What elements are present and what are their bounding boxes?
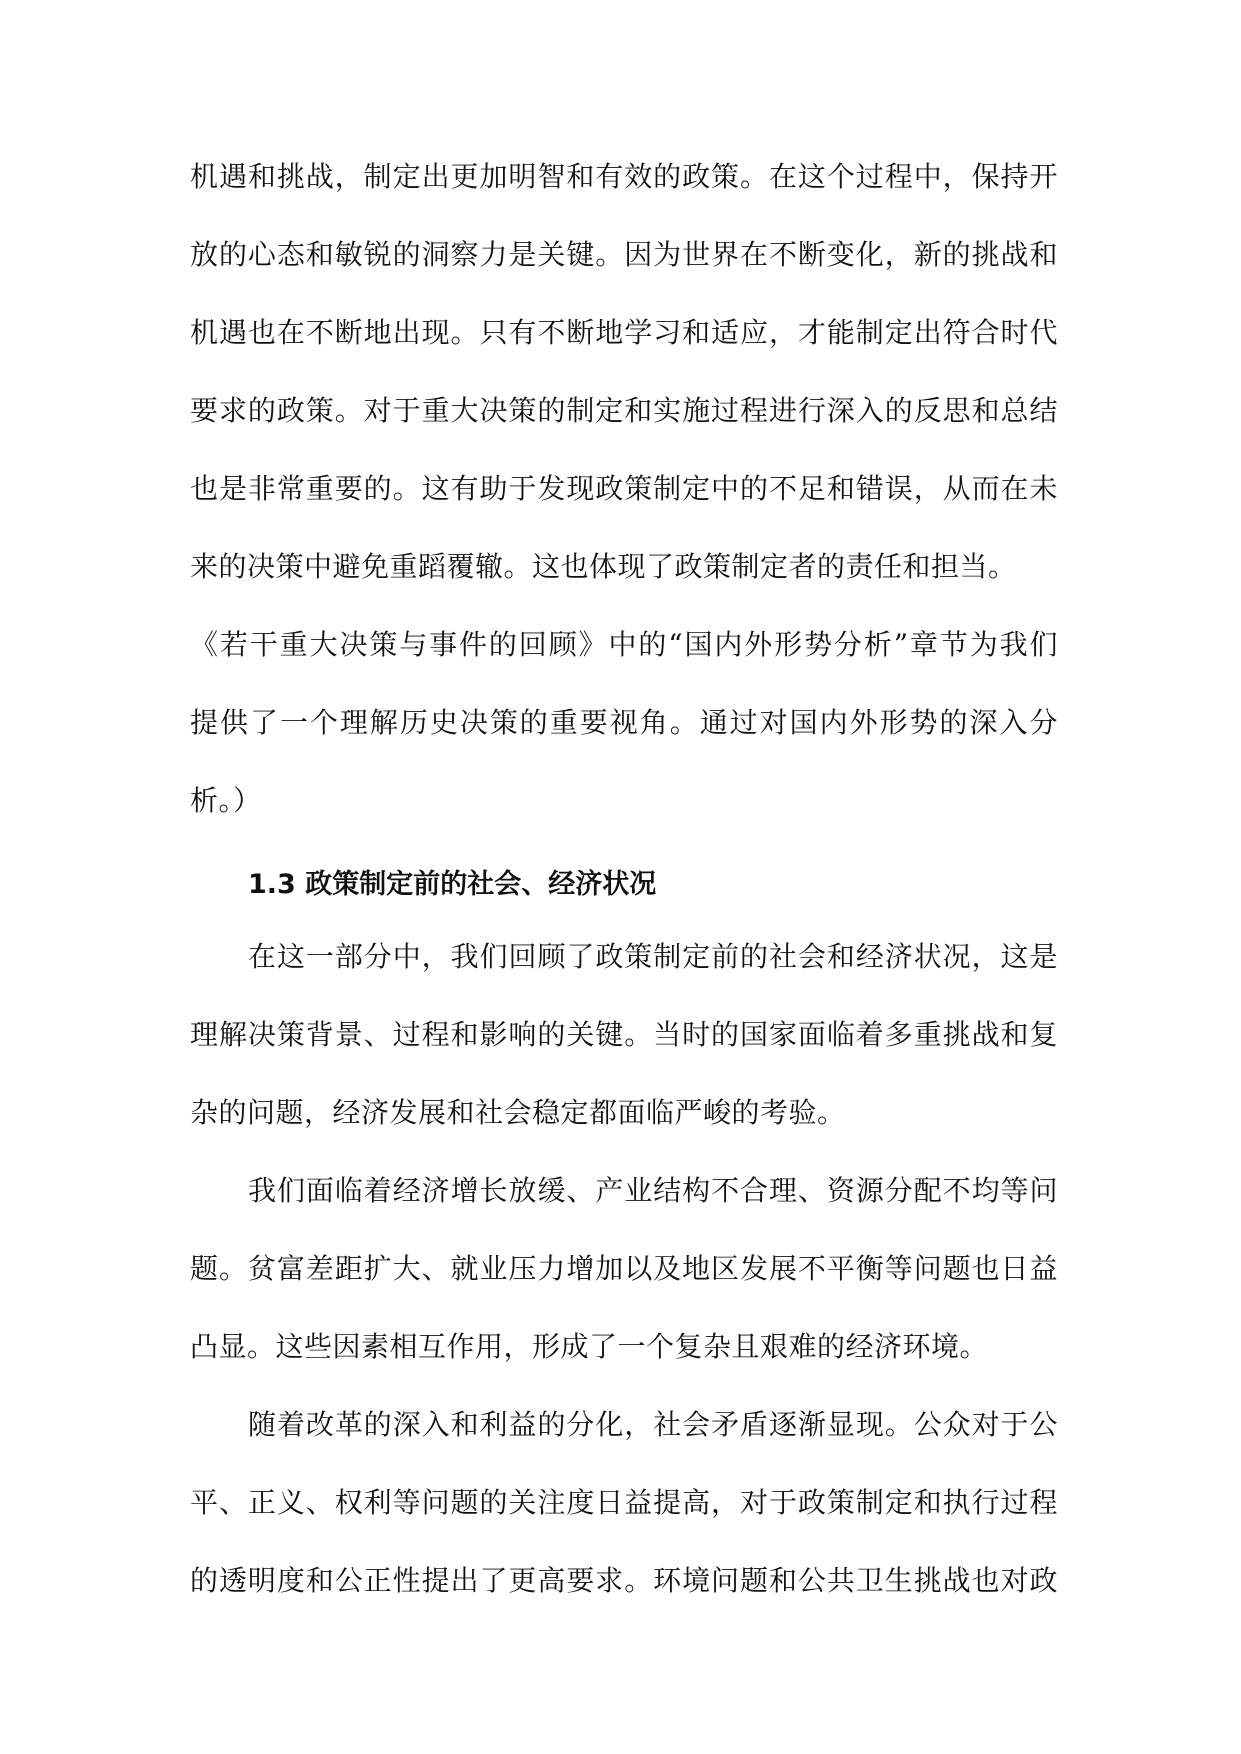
text-line: 平、正义、权利等问题的关注度日益提高，对于政策制定和执行过程 [190, 1486, 1058, 1519]
text-line: 《若干重大决策与事件的回顾》中的“国内外形势分析”章节为我们 [190, 628, 1058, 661]
text-line: 析。） [190, 784, 262, 817]
text-line: 凸显。这些因素相互作用，形成了一个复杂且艰难的经济环境。 [190, 1330, 989, 1363]
text-line: 机遇和挑战，制定出更加明智和有效的政策。在这个过程中，保持开 [190, 160, 1058, 193]
text-line: 提供了一个理解历史决策的重要视角。通过对国内外形势的深入分 [190, 706, 1058, 739]
text-line: 的透明度和公正性提出了更高要求。环境问题和公共卫生挑战也对政 [190, 1564, 1058, 1597]
body-paragraph-3 [190, 1386, 1058, 1620]
text-line: 随着改革的深入和利益的分化，社会矛盾逐渐显现。公众对于公 [248, 1408, 1058, 1441]
text-line: 要求的政策。对于重大决策的制定和实施过程进行深入的反思和总结 [190, 394, 1058, 427]
text-line: 题。贫富差距扩大、就业压力增加以及地区发展不平衡等问题也日益 [190, 1252, 1058, 1285]
text-line: 在这一部分中，我们回顾了政策制定前的社会和经济状况，这是 [248, 940, 1058, 973]
body-paragraph-2 [190, 1152, 1058, 1386]
text-line: 理解决策背景、过程和影响的关键。当时的国家面临着多重挑战和复 [190, 1018, 1058, 1051]
section-heading: 1.3 政策制定前的社会、经济状况 [248, 869, 657, 900]
continuation-paragraph [190, 138, 1058, 840]
text-line: 来的决策中避免重蹈覆辙。这也体现了政策制定者的责任和担当。 [190, 550, 1017, 583]
text-line: 放的心态和敏锐的洞察力是关键。因为世界在不断变化，新的挑战和 [190, 238, 1058, 271]
text-line: 机遇也在不断地出现。只有不断地学习和适应，才能制定出符合时代 [190, 316, 1058, 349]
text-line: 杂的问题，经济发展和社会稳定都面临严峻的考验。 [190, 1096, 846, 1129]
body-paragraph-1 [190, 918, 1058, 1152]
text-line: 我们面临着经济增长放缓、产业结构不合理、资源分配不均等问 [248, 1174, 1058, 1207]
text-line: 也是非常重要的。这有助于发现政策制定中的不足和错误，从而在未 [190, 472, 1058, 505]
